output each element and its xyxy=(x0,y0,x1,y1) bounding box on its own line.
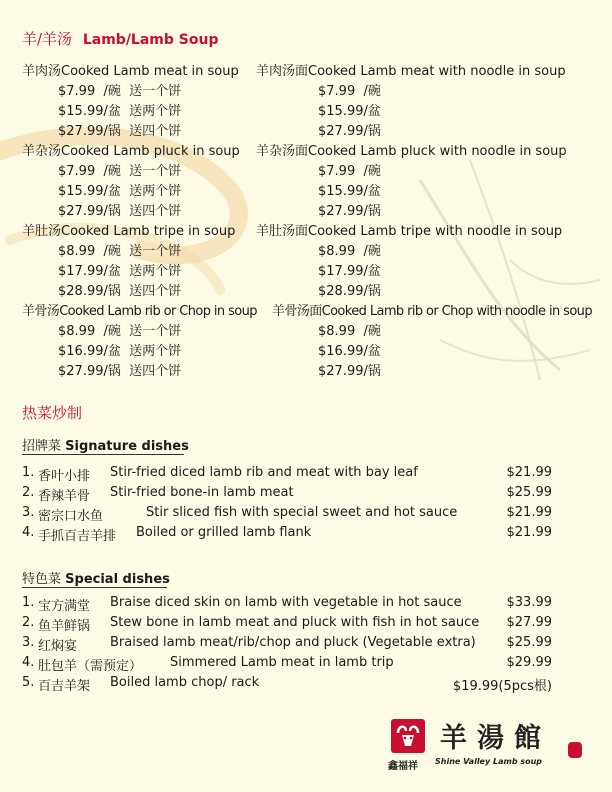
dish-row xyxy=(22,635,552,653)
dish-price: $21.99 xyxy=(506,505,552,520)
dish-price: $33.99 xyxy=(506,595,552,610)
dish-name-en: Stir-fried bone-in lamb meat xyxy=(110,485,294,500)
dish-row xyxy=(22,675,552,693)
dish-number: 4. xyxy=(22,525,35,540)
dish-row xyxy=(22,505,552,523)
dish-number: 3. xyxy=(22,635,35,650)
soup-noodle-dish-name: 羊肚汤面Cooked Lamb tripe with noodle in soup xyxy=(256,224,563,239)
dish-price: $29.99 xyxy=(506,655,552,670)
dish-name-en: Braised lamb meat/rib/chop and pluck (Vegetable extra) xyxy=(110,635,476,650)
noodle-price-line: $27.99/锅 xyxy=(318,204,381,219)
dish-name-cn: 百吉羊架 xyxy=(38,679,91,694)
dish-name-cn: 密宗口水鱼 xyxy=(38,509,104,524)
dish-name-cn: 香辣羊骨 xyxy=(38,489,91,504)
logo-seal-mark xyxy=(568,742,582,758)
signature-heading-en: Signature dishes xyxy=(65,439,189,454)
signature-heading xyxy=(22,435,189,454)
soup-price-line: $15.99/盆 送两个饼 xyxy=(58,104,182,119)
soup-price-line: $27.99/锅 送四个饼 xyxy=(58,364,182,379)
logo-sub-cn: 鑫福祥 xyxy=(388,761,418,772)
dish-name-cn: 香叶小排 xyxy=(38,469,91,484)
soup-price-line: $17.99/盆 送两个饼 xyxy=(58,264,182,279)
dish-row xyxy=(22,525,552,543)
dish-price: $25.99 xyxy=(506,635,552,650)
dish-row xyxy=(22,615,552,633)
soup-price-line: $27.99/锅 送四个饼 xyxy=(58,124,182,139)
soup-dish-name: 羊肚汤Cooked Lamb tripe in soup xyxy=(22,224,236,239)
dish-row xyxy=(22,595,552,613)
special-heading-en: Special dishes xyxy=(65,572,170,587)
dish-name-en: Stew bone in lamb meat and pluck with fish in hot sauce xyxy=(110,615,480,630)
dish-number: 3. xyxy=(22,505,35,520)
dish-row xyxy=(22,655,552,673)
lamb-soup-title-cn: 羊/羊汤 xyxy=(22,30,73,48)
dish-name-cn: 鱼羊鲜锅 xyxy=(38,619,91,634)
logo-sub-en: Shine Valley Lamb soup xyxy=(435,757,543,766)
dish-price: $21.99 xyxy=(506,525,552,540)
soup-price-line: $7.99 /碗 送一个饼 xyxy=(58,84,182,99)
noodle-price-line: $8.99 /碗 xyxy=(318,324,381,339)
soup-dish-name: 羊杂汤Cooked Lamb pluck in soup xyxy=(22,144,240,159)
noodle-price-line: $16.99/盆 xyxy=(318,344,381,359)
noodle-price-line: $8.99 /碗 xyxy=(318,244,381,259)
dish-name-en: Boiled lamb chop/ rack xyxy=(110,675,260,690)
dish-name-en: Braise diced skin on lamb with vegetable in hot sauce xyxy=(110,595,462,610)
soup-dish-name: 羊肉汤Cooked Lamb meat in soup xyxy=(22,64,239,79)
noodle-price-line: $15.99/盆 xyxy=(318,184,381,199)
dish-number: 2. xyxy=(22,615,35,630)
signature-heading-cn: 招牌菜 xyxy=(22,439,62,454)
noodle-price-line: $28.99/锅 xyxy=(318,284,381,299)
hot-dishes-title: 热菜炒制 xyxy=(22,404,83,422)
soup-price-line: $27.99/锅 送四个饼 xyxy=(58,204,182,219)
noodle-price-line: $27.99/锅 xyxy=(318,124,381,139)
logo-name-cn: 羊湯館 xyxy=(440,723,551,754)
signature-underline xyxy=(22,454,184,455)
dish-name-cn: 肚包羊（需预定） xyxy=(38,659,143,674)
noodle-price-line: $27.99/锅 xyxy=(318,364,381,379)
dish-price: $19.99(5pcs根) xyxy=(452,679,552,694)
dish-price: $25.99 xyxy=(506,485,552,500)
noodle-price-line: $17.99/盆 xyxy=(318,264,381,279)
soup-noodle-dish-name: 羊骨汤面Cooked Lamb rib or Chop with noodle in soup xyxy=(272,304,592,319)
soup-price-line: $16.99/盆 送两个饼 xyxy=(58,344,182,359)
soup-price-line: $8.99 /碗 送一个饼 xyxy=(58,324,182,339)
special-heading-cn: 特色菜 xyxy=(22,572,62,587)
soup-price-line: $28.99/锅 送四个饼 xyxy=(58,284,182,299)
noodle-price-line: $7.99 /碗 xyxy=(318,164,381,179)
noodle-price-line: $15.99/盆 xyxy=(318,104,381,119)
dish-name-cn: 手抓百吉羊排 xyxy=(38,529,117,544)
dish-number: 2. xyxy=(22,485,35,500)
restaurant-logo xyxy=(388,716,588,772)
soup-noodle-dish-name: 羊肉汤面Cooked Lamb meat with noodle in soup xyxy=(256,64,566,79)
dish-name-en: Boiled or grilled lamb flank xyxy=(136,525,312,540)
sheep-seal-icon xyxy=(391,719,425,753)
dish-number: 5. xyxy=(22,675,35,690)
special-underline xyxy=(22,587,167,588)
special-heading xyxy=(22,568,170,587)
dish-number: 4. xyxy=(22,655,35,670)
dish-price: $21.99 xyxy=(506,465,552,480)
soup-dish-name: 羊骨汤Cooked Lamb rib or Chop in soup xyxy=(22,304,257,319)
dish-row xyxy=(22,485,552,503)
lamb-soup-title xyxy=(22,28,218,49)
dish-price: $27.99 xyxy=(506,615,552,630)
dish-name-en: Simmered Lamb meat in lamb trip xyxy=(170,655,394,670)
dish-name-en: Stir-fried diced lamb rib and meat with bay leaf xyxy=(110,465,418,480)
soup-noodle-dish-name: 羊杂汤面Cooked Lamb pluck with noodle in soup xyxy=(256,144,567,159)
dish-name-en: Stir sliced fish with special sweet and hot sauce xyxy=(146,505,458,520)
noodle-price-line: $7.99 /碗 xyxy=(318,84,381,99)
soup-price-line: $15.99/盆 送两个饼 xyxy=(58,184,182,199)
dish-name-cn: 宝方满堂 xyxy=(38,599,91,614)
soup-price-line: $7.99 /碗 送一个饼 xyxy=(58,164,182,179)
dish-number: 1. xyxy=(22,595,35,610)
soup-price-line: $8.99 /碗 送一个饼 xyxy=(58,244,182,259)
dish-name-cn: 红焖宴 xyxy=(38,639,78,654)
lamb-soup-title-en: Lamb/Lamb Soup xyxy=(82,32,219,48)
dish-row xyxy=(22,465,552,483)
dish-number: 1. xyxy=(22,465,35,480)
